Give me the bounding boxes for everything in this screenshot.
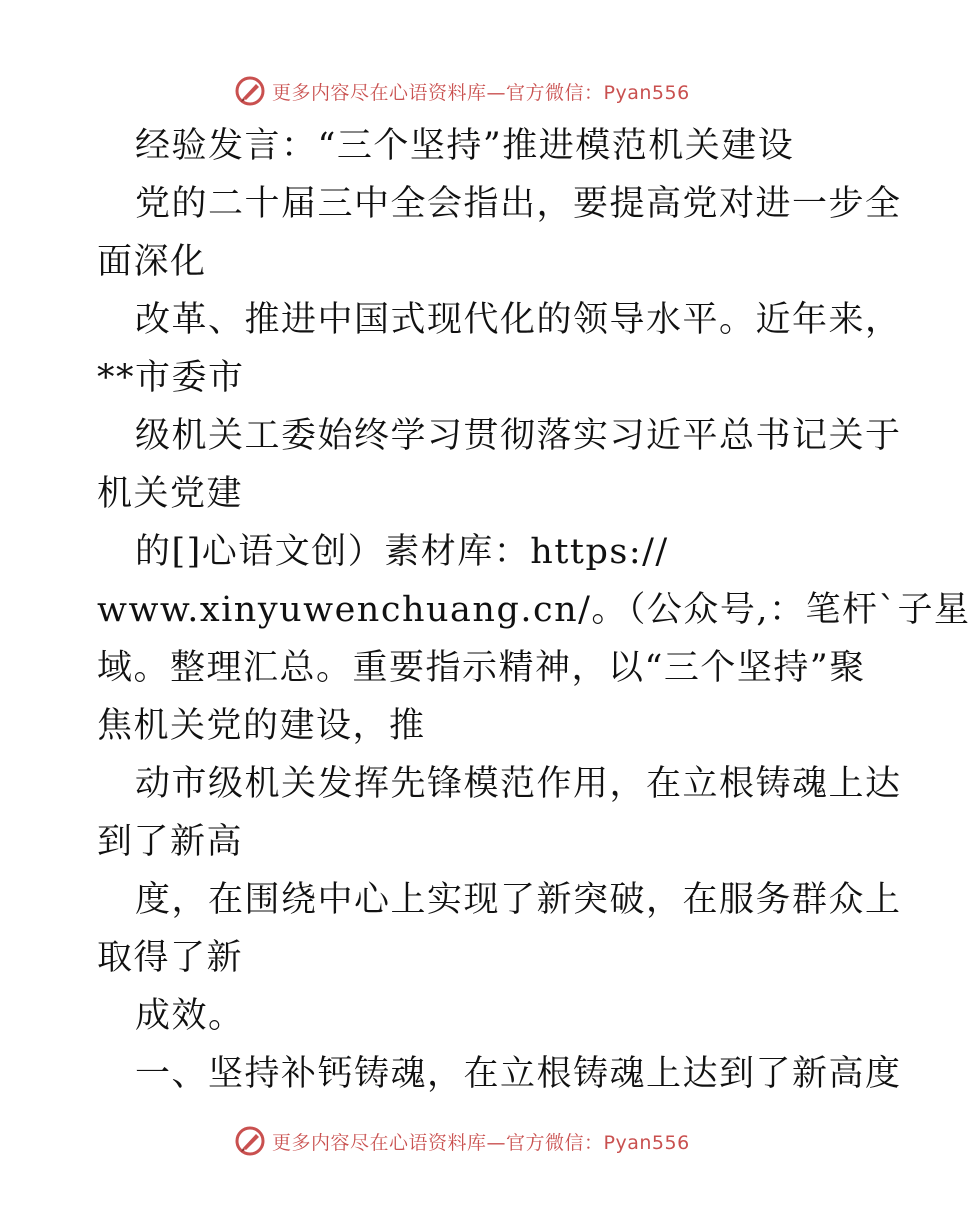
paragraph-line-url: www.xinyuwenchuang.cn/。（公众号,：笔杆`子星 <box>97 590 971 630</box>
footer-banner <box>234 1124 690 1158</box>
banner-text: 更多内容尽在心语资料库—官方微信：Pyan556 <box>272 81 690 104</box>
paragraph-line: 机关党建 <box>97 474 244 514</box>
header-banner <box>234 74 690 108</box>
pen-logo-icon <box>234 1125 266 1157</box>
document-body <box>97 117 971 1103</box>
banner-text: 更多内容尽在心语资料库—官方微信：Pyan556 <box>272 1131 690 1154</box>
section-heading: 一、坚持补钙铸魂，在立根铸魂上达到了新高度 <box>135 1054 902 1094</box>
paragraph-line: 改革、推进中国式现代化的领导水平。近年来， <box>135 300 902 340</box>
paragraph-line: 面深化 <box>97 242 207 282</box>
paragraph-line: 党的二十届三中全会指出，要提高党对进一步全 <box>135 184 902 224</box>
paragraph-line: 到了新高 <box>97 822 244 862</box>
paragraph-line: 成效。 <box>135 996 245 1036</box>
paragraph-line: 域。整理汇总。重要指示精神，以“三个坚持”聚 <box>97 648 866 688</box>
document-title: 经验发言：“三个坚持”推进模范机关建设 <box>135 126 795 166</box>
paragraph-line: 的[]心语文创）素材库：https:// <box>135 532 669 572</box>
paragraph-line: 取得了新 <box>97 938 244 978</box>
pen-logo-icon <box>234 75 266 107</box>
paragraph-line: 级机关工委始终学习贯彻落实习近平总书记关于 <box>135 416 902 456</box>
paragraph-line: **市委市 <box>97 358 245 398</box>
paragraph-line: 动市级机关发挥先锋模范作用，在立根铸魂上达 <box>135 764 902 804</box>
paragraph-line: 度，在围绕中心上实现了新突破，在服务群众上 <box>135 880 902 920</box>
paragraph-line: 焦机关党的建设，推 <box>97 706 426 746</box>
